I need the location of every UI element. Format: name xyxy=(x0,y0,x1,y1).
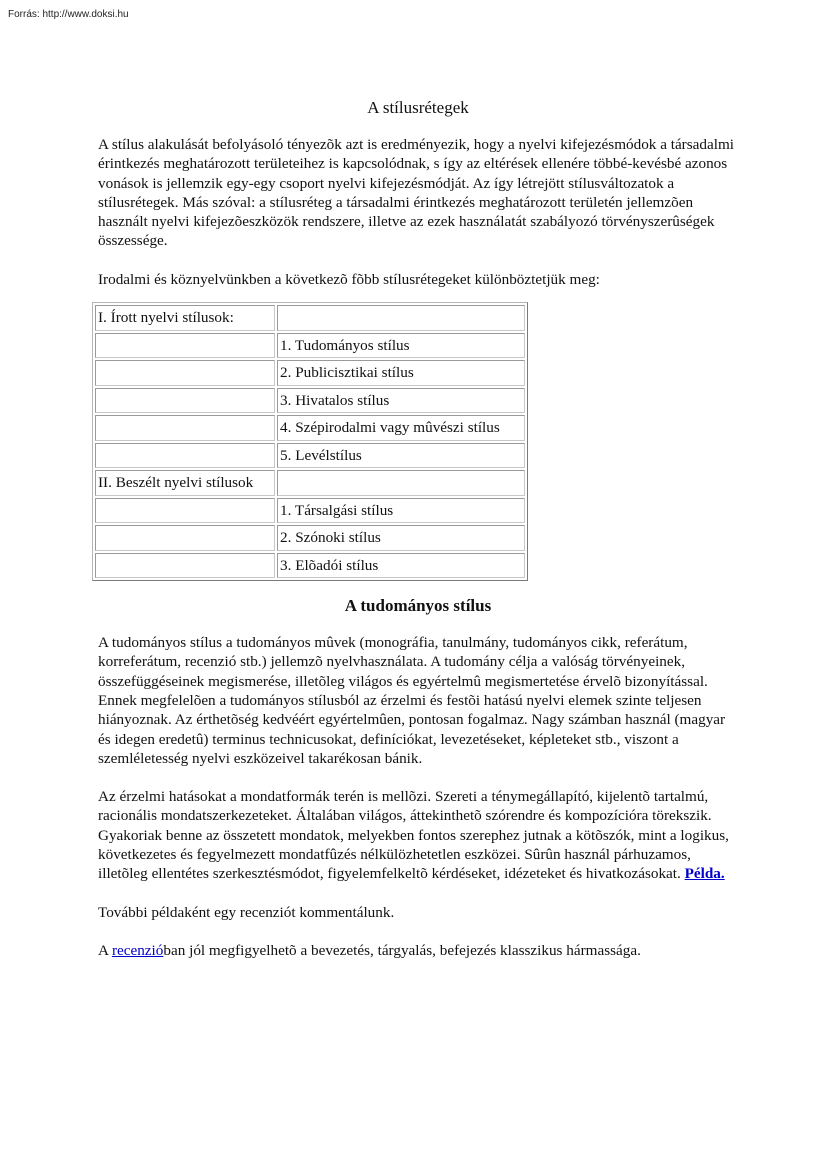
table-cell-style xyxy=(277,470,525,496)
style-layers-table xyxy=(92,302,528,581)
page-title: A stílusrétegek xyxy=(367,98,469,117)
section-paragraph-4 xyxy=(98,941,738,960)
table-row xyxy=(95,360,525,386)
table-cell-category xyxy=(95,498,275,524)
list-intro: Irodalmi és köznyelvünkben a következõ fõbb stílusrétegeket különböztetjük meg: xyxy=(98,270,600,288)
table-cell-style: 1. Társalgási stílus xyxy=(277,498,525,524)
table-row xyxy=(95,470,525,496)
table-cell-style: 2. Szónoki stílus xyxy=(277,525,525,551)
table-row xyxy=(95,305,525,331)
table-row xyxy=(95,525,525,551)
table-row xyxy=(95,415,525,441)
table-row xyxy=(95,553,525,579)
table-row xyxy=(95,498,525,524)
paragraph-2-text: Az érzelmi hatásokat a mondatformák terén is mellõzi. Szereti a ténymegállapító, kijelentõ tartalmú, racionális mondatszerkezeteket. Általában világos, áttekinthetõ szórendre és kompozícióra törekszik. Gyakoriak benne az összetett mondatok, melyekben fontos szerephez jutnak a kötõszók, mint a logikus, következetes és fegyelmezett mondatfûzés nélkülözhetetlen eszközei. Sûrûn használ párhuzamos, illetõleg ellentétes szerkesztésmódot, figyelemfelkeltõ kérdéseket, idézeteket és hivatkozásokat. xyxy=(98,788,729,883)
table-cell-category xyxy=(95,525,275,551)
document-content xyxy=(98,97,738,979)
table-cell-category xyxy=(95,443,275,469)
example-link[interactable]: Példa. xyxy=(684,865,725,883)
section-paragraph-3: További példaként egy recenziót kommentálunk. xyxy=(98,903,395,921)
table-cell-category xyxy=(95,333,275,359)
table-cell-style: 3. Elõadói stílus xyxy=(277,553,525,579)
table-cell-style: 3. Hivatalos stílus xyxy=(277,388,525,414)
review-link[interactable]: recenzió xyxy=(111,941,164,959)
paragraph-4-suffix: ban jól megfigyelhetõ a bevezetés, tárgyalás, befejezés klasszikus hármassága. xyxy=(163,941,641,959)
table-cell-style: 5. Levélstílus xyxy=(277,443,525,469)
table-cell-category xyxy=(95,415,275,441)
table-cell-style: 4. Szépirodalmi vagy mûvészi stílus xyxy=(277,415,525,441)
table-cell-style xyxy=(277,305,525,331)
table-cell-style: 2. Publicisztikai stílus xyxy=(277,360,525,386)
intro-paragraph: A stílus alakulását befolyásoló tényezõk azt is eredményezik, hogy a nyelvi kifejezésmódok a társadalmi érintkezés meghatározott területeihez is kapcsolódnak, s így az eltérések ellenére többé-kevésbé azonos vonások is jellemzik egy-egy csoport nyelvi kifejezésmódját. Az így létrejött stílusváltozatok a stílusrétegek. Más szóval: a stílusréteg a társadalmi érintkezés meghatározott területén jellemzõen használt nyelvi kifejezõeszközök rendszere, illetve az ezek használatát szabályozó törvényszerûségek összessége. xyxy=(98,136,734,250)
section-paragraph-2 xyxy=(98,787,738,883)
table-cell-category: I. Írott nyelvi stílusok: xyxy=(95,305,275,331)
source-label: Forrás: http://www.doksi.hu xyxy=(8,9,129,20)
table-row xyxy=(95,388,525,414)
table-cell-category xyxy=(95,553,275,579)
table-cell-category xyxy=(95,388,275,414)
section-title: A tudományos stílus xyxy=(344,596,492,616)
table-row xyxy=(95,333,525,359)
section-paragraph-1: A tudományos stílus a tudományos mûvek (monográfia, tanulmány, tudományos cikk, referátum, korreferátum, recenzió stb.) jellemzõ nyelvhasználata. A tudomány célja a valóság törvényeinek, összefüggéseinek megismerése, illetõleg világos és egyértelmû megismertetése érvelõ bizonyítással. Ennek megfelelõen a tudományos stílusból az érzelmi és festõi hatású nyelvi elemek szinte teljesen hiányoznak. Az érthetõség kedvéért egyértelmûen, pontosan fogalmaz. Nagy számban használ (magyar és idegen eredetû) terminus technicusokat, definíciókat, levezetéseket, képleteket stb., viszont a szemléletesség nyelvi eszközeivel takarékosan bánik. xyxy=(98,634,726,767)
table-row xyxy=(95,443,525,469)
table-cell-category: II. Beszélt nyelvi stílusok xyxy=(95,470,275,496)
paragraph-4-prefix: A xyxy=(98,941,112,959)
table-cell-style: 1. Tudományos stílus xyxy=(277,333,525,359)
table-cell-category xyxy=(95,360,275,386)
